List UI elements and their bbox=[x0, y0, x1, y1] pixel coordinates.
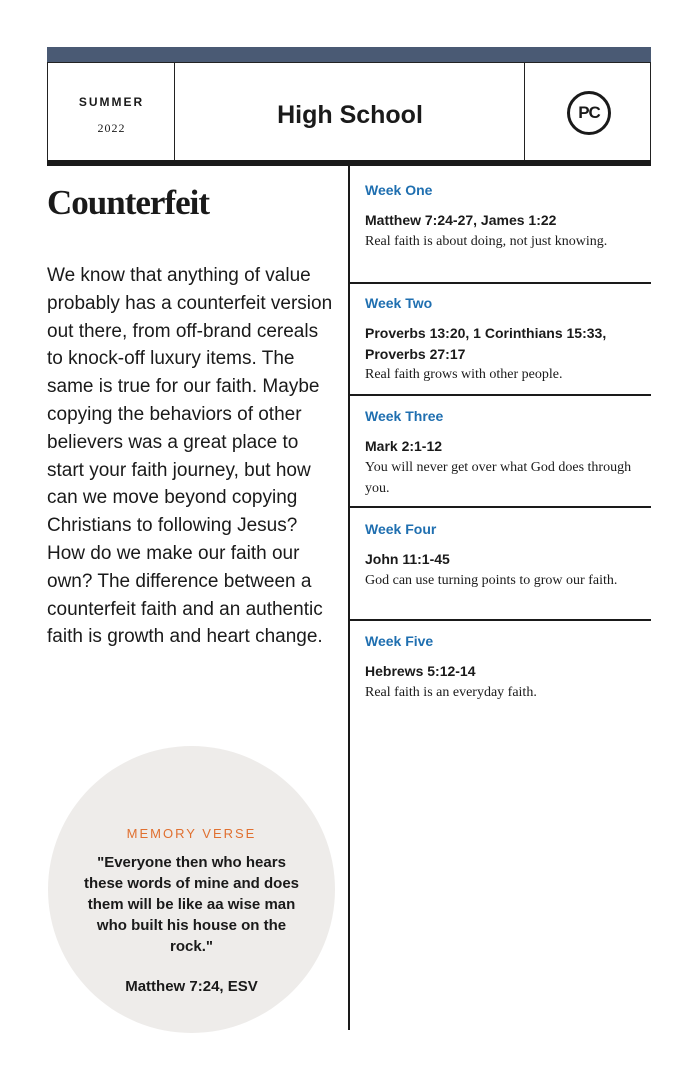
week-label: Week Five bbox=[365, 633, 434, 649]
week-label: Week One bbox=[365, 182, 433, 198]
page-title: High School bbox=[277, 101, 423, 129]
week-scripture: Mark 2:1-12 bbox=[365, 438, 443, 454]
year-label: 2022 bbox=[97, 121, 126, 135]
top-accent-bar bbox=[47, 47, 651, 62]
title-cell bbox=[175, 63, 525, 161]
brand-logo-icon: PC bbox=[567, 91, 611, 135]
week-label: Week Two bbox=[365, 295, 433, 311]
week-label: Week Three bbox=[365, 408, 444, 424]
season-cell bbox=[48, 63, 175, 161]
logo-cell bbox=[525, 63, 652, 161]
week-scripture: Hebrews 5:12-14 bbox=[365, 663, 476, 679]
week-description: Real faith is about doing, not just knowing. bbox=[365, 234, 608, 249]
week-scripture: Matthew 7:24-27, James 1:22 bbox=[365, 212, 557, 228]
week-one-block bbox=[349, 182, 651, 282]
week-two-block bbox=[349, 295, 651, 393]
week-description: God can use turning points to grow our faith. bbox=[365, 573, 618, 588]
week-scripture: Proverbs 13:20, 1 Corinthians 15:33, Proverbs 27:17 bbox=[365, 325, 607, 362]
week-divider bbox=[349, 394, 651, 396]
week-description: Real faith grows with other people. bbox=[365, 367, 563, 382]
week-divider bbox=[349, 282, 651, 284]
week-divider bbox=[349, 619, 651, 621]
series-intro: We know that anything of value probably has a counterfeit version out there, from off-brand cereals to knock-off luxury items. The same is true for our faith. Maybe copying the behaviors of other believers was a great place to start your faith journey, but how can we move beyond copying Christians to following Jesus? How do we make our faith our own? The difference between a counterfeit faith and an authentic faith is growth and heart change. bbox=[47, 265, 333, 648]
week-label: Week Four bbox=[365, 521, 437, 537]
week-five-block bbox=[349, 633, 651, 713]
series-title: Counterfeit bbox=[47, 183, 210, 222]
memory-verse-reference: Matthew 7:24, ESV bbox=[125, 978, 258, 995]
memory-verse-text: "Everyone then who hears these words of mine and does them will be like aa wise man who built his house on the rock." bbox=[83, 854, 300, 955]
week-description: Real faith is an everyday faith. bbox=[365, 685, 537, 700]
memory-verse-label: MEMORY VERSE bbox=[126, 826, 257, 841]
week-three-block bbox=[349, 408, 651, 506]
memory-verse-circle bbox=[48, 746, 335, 1033]
season-label: SUMMER bbox=[78, 95, 145, 109]
week-four-block bbox=[349, 521, 651, 619]
week-scripture: John 11:1-45 bbox=[365, 551, 450, 567]
week-description: You will never get over what God does through you. bbox=[365, 460, 632, 496]
page-header bbox=[47, 62, 651, 160]
week-divider bbox=[349, 506, 651, 508]
